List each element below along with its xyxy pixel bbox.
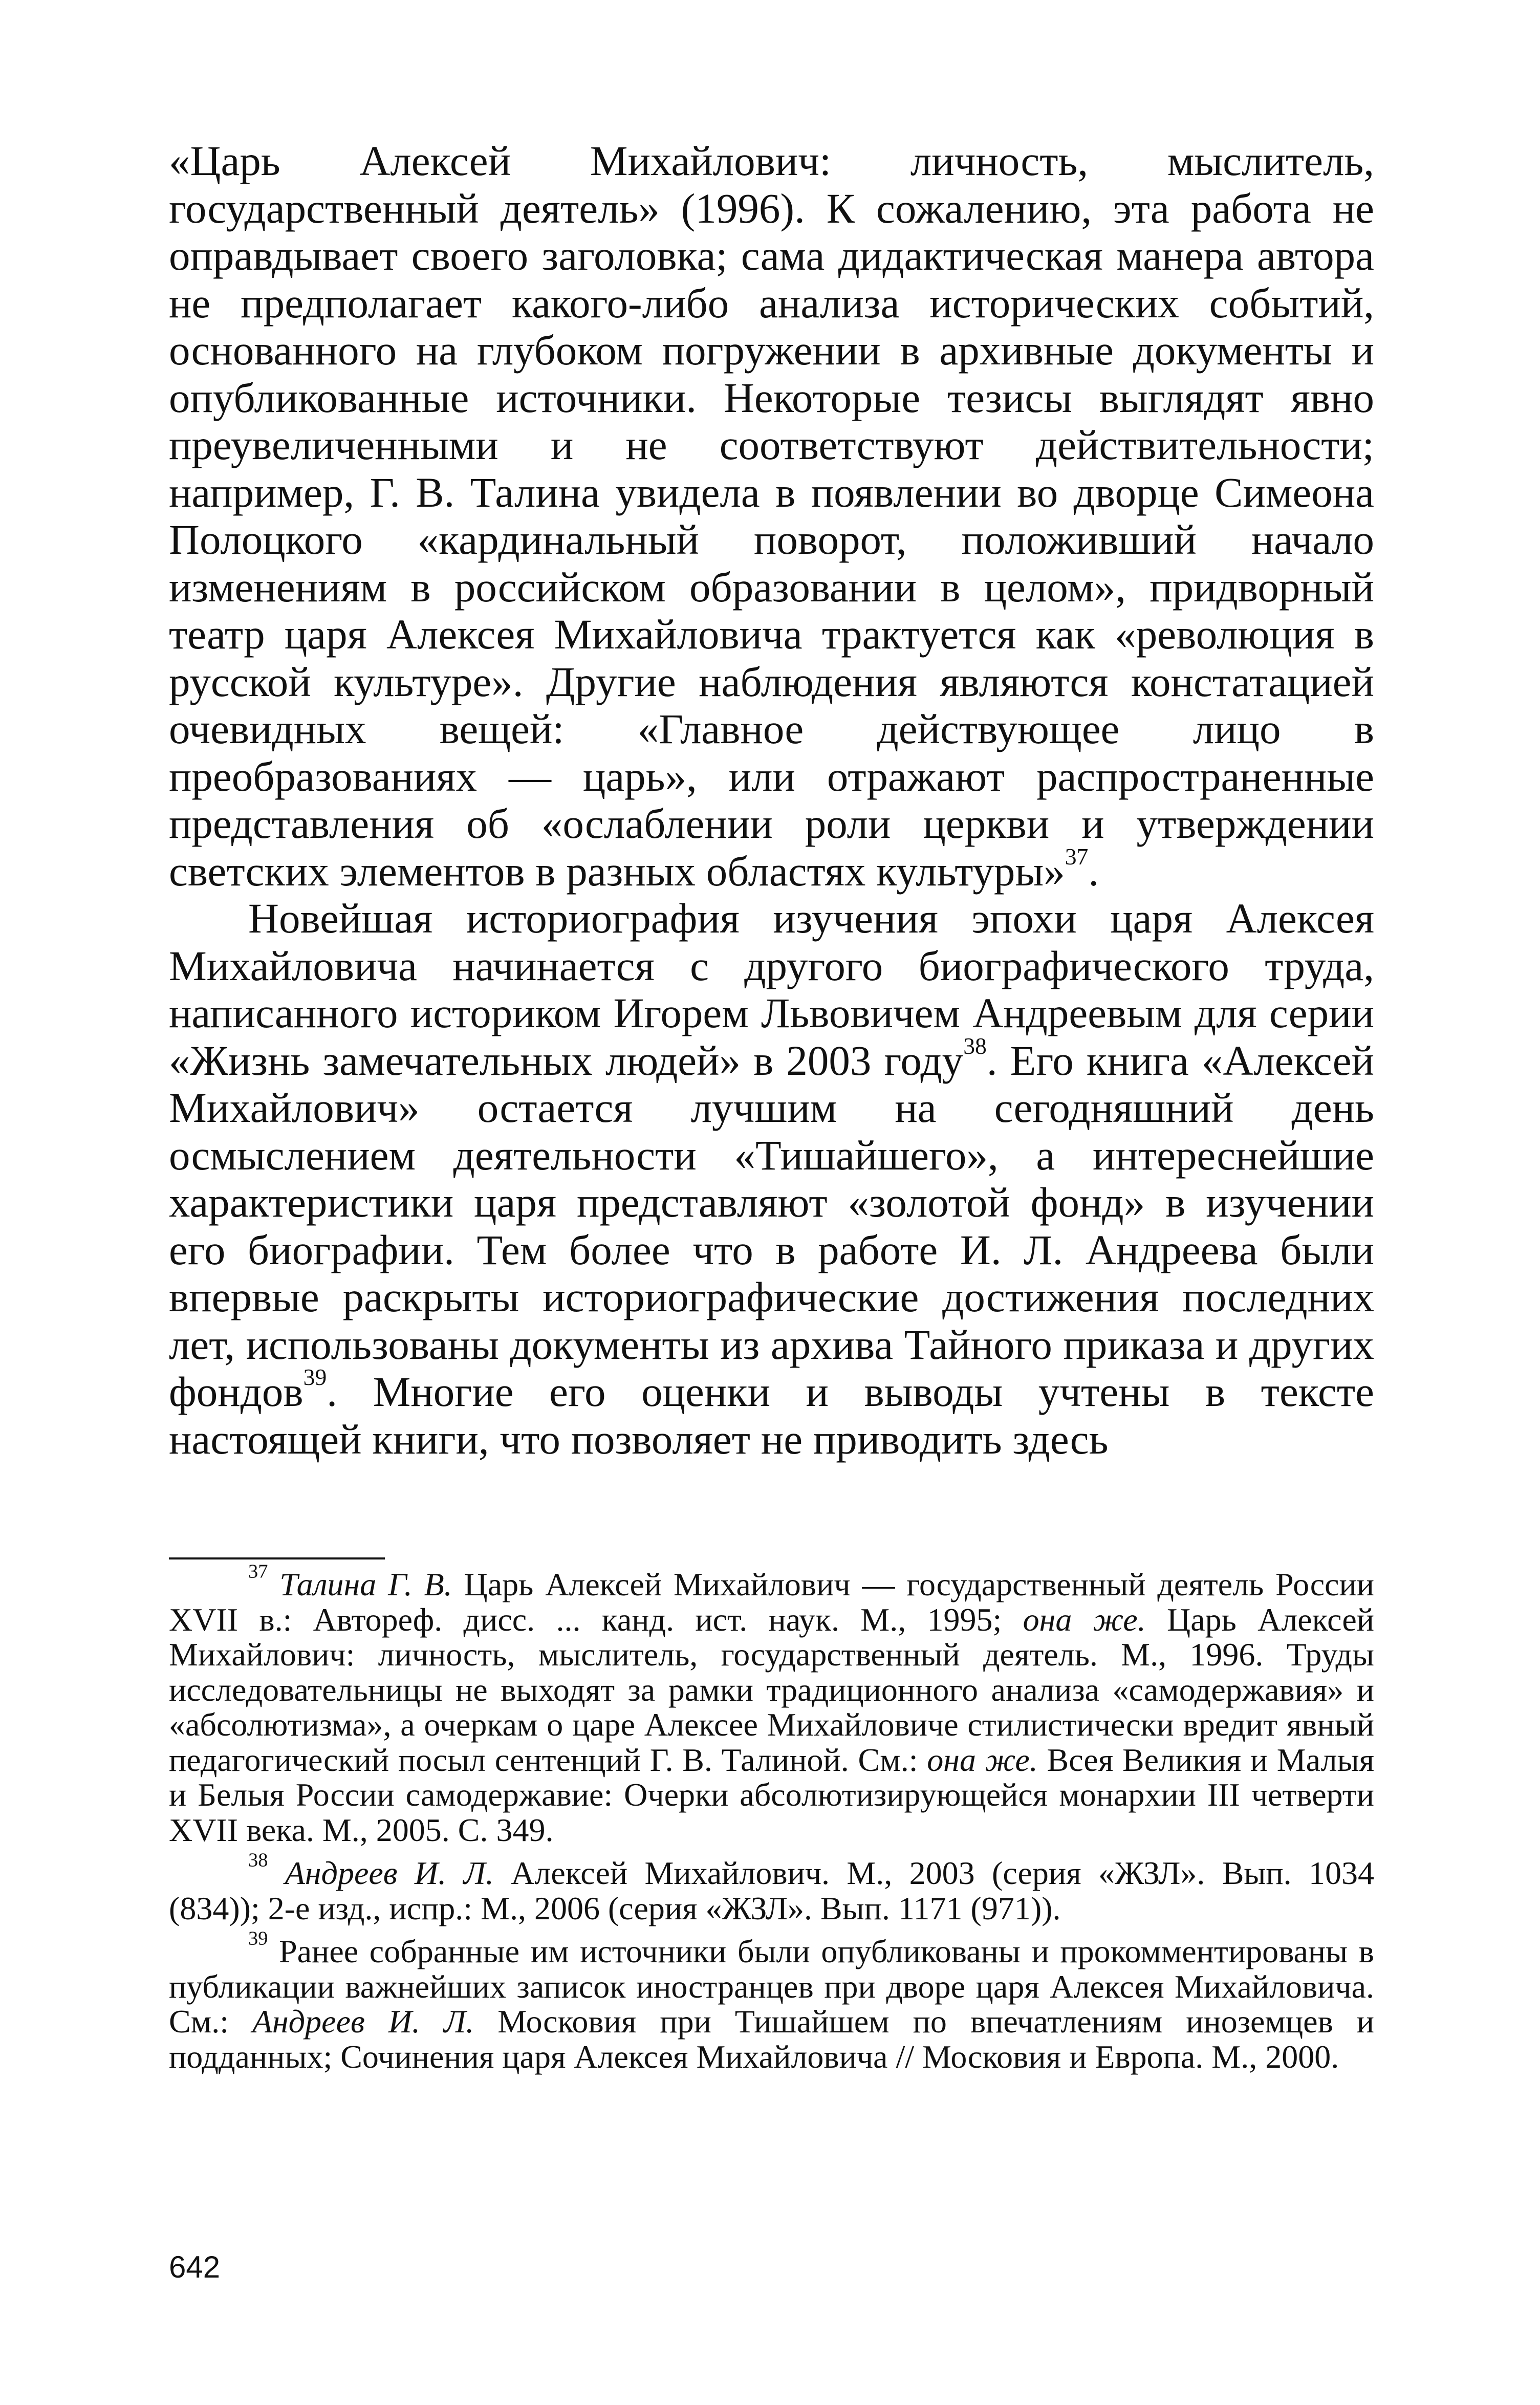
- footnote-37-text-2: Царь Алексей Михайлович: личность, мыслитель, государственный деятель. М., 1996. Труды исследовательницы не выходят за рамки традиционного анализа «самодержавия» и «абсолютизма», а очеркам о царе Алексее Михайловиче стилистически вредит явный педагогический посыл сентенций Г. В. Талиной. См.:: [169, 1601, 1375, 1778]
- paragraph-2-text: Новейшая историография изучения эпохи царя Алексея Михайловича начинается с другого биографического труда, написанного историком Игорем Львовичем Андреевым для серии «Жизнь замечательных людей» в 2003 году: [169, 895, 1374, 1084]
- footnote-37-author: Талина Г. В.: [279, 1566, 452, 1602]
- footnote-separator: [169, 1557, 385, 1559]
- footnote-39: [169, 1927, 1375, 2075]
- footnote-37-ibid-1: она же.: [1023, 1601, 1146, 1638]
- paragraph-1: [169, 137, 1374, 895]
- footnote-ref-37[interactable]: 37: [1065, 843, 1089, 870]
- paragraph-1-end: .: [1088, 847, 1099, 895]
- page-number: 642: [169, 2250, 221, 2284]
- footnote-39-text-2: Московия при Тишайшем по впечатлениям иноземцев и подданных; Сочинения царя Алексея Михайловича // Московия и Европа. М., 2000.: [169, 2003, 1375, 2075]
- footnote-39-author: Андреев И. Л.: [252, 2003, 474, 2040]
- footnote-37-ibid-2: она же.: [927, 1741, 1038, 1778]
- footnote-number-38: 38: [248, 1849, 268, 1871]
- footnote-number-37: 37: [248, 1561, 268, 1583]
- footnote-39-text: Ранее собранные им источники были опубликованы и прокомментированы в публикации важнейших записок иностранцев при дворе царя Алексея Михайловича. См.:: [169, 1933, 1375, 2040]
- main-text: [169, 137, 1374, 1463]
- footnote-37-text: Царь Алексей Михайлович — государственный деятель России XVII в.: Автореф. дисс. ... канд. ист. наук. М., 1995;: [169, 1566, 1375, 1638]
- footnote-ref-39[interactable]: 39: [303, 1363, 327, 1390]
- footnote-number-39: 39: [248, 1927, 268, 1949]
- paragraph-2-text-cont: . Его книга «Алексей Михайлович» остается лучшим на сегодняшний день осмыслением деятельности «Тишайшего», а интереснейшие характеристики царя представляют «золотой фонд» в изучении его биографии. Тем более что в работе И. Л. Андреева были впервые раскрыты историографические достижения последних лет, использованы документы из архива Тайного приказа и других фондов: [169, 1036, 1374, 1415]
- footnotes: [169, 1561, 1375, 2083]
- footnote-38-author: Андреев И. Л.: [285, 1855, 494, 1891]
- footnote-38: [169, 1849, 1375, 1926]
- paragraph-2-end: . Многие его оценки и выводы учтены в тексте настоящей книги, что позволяет не приводить здесь: [169, 1368, 1374, 1463]
- paragraph-2: [169, 895, 1374, 1463]
- paragraph-1-text: «Царь Алексей Михайлович: личность, мыслитель, государственный деятель» (1996). К сожалению, эта работа не оправдывает своего заголовка; сама дидактическая манера автора не предполагает какого-либо анализа исторических событий, основанного на глубоком погружении в архивные документы и опубликованные источники. Некоторые тезисы выглядят явно преувеличенными и не соответствуют действительности; например, Г. В. Талина увидела в появлении во дворце Симеона Полоцкого «кардинальный поворот, положивший начало изменениям в российском образовании в целом», придворный театр царя Алексея Михайловича трактуется как «революция в русской культуре». Другие наблюдения являются констатацией очевидных вещей: «Главное действующее лицо в преобразованиях — царь», или отражают распространенные представления об «ослаблении роли церкви и утверждении светских элементов в разных областях культуры»: [169, 137, 1374, 895]
- footnote-37: [169, 1561, 1375, 1848]
- footnote-37-text-3: Всея Великия и Малыя и Белыя России самодержавие: Очерки абсолютизирующейся монархии III четверти XVII века. М., 2005. С. 349.: [169, 1741, 1375, 1848]
- footnote-38-text: Алексей Михайлович. М., 2003 (серия «ЖЗЛ». Вып. 1034 (834)); 2-е изд., испр.: М., 2006 (серия «ЖЗЛ». Вып. 1171 (971)).: [169, 1855, 1375, 1926]
- footnote-ref-38[interactable]: 38: [963, 1032, 987, 1059]
